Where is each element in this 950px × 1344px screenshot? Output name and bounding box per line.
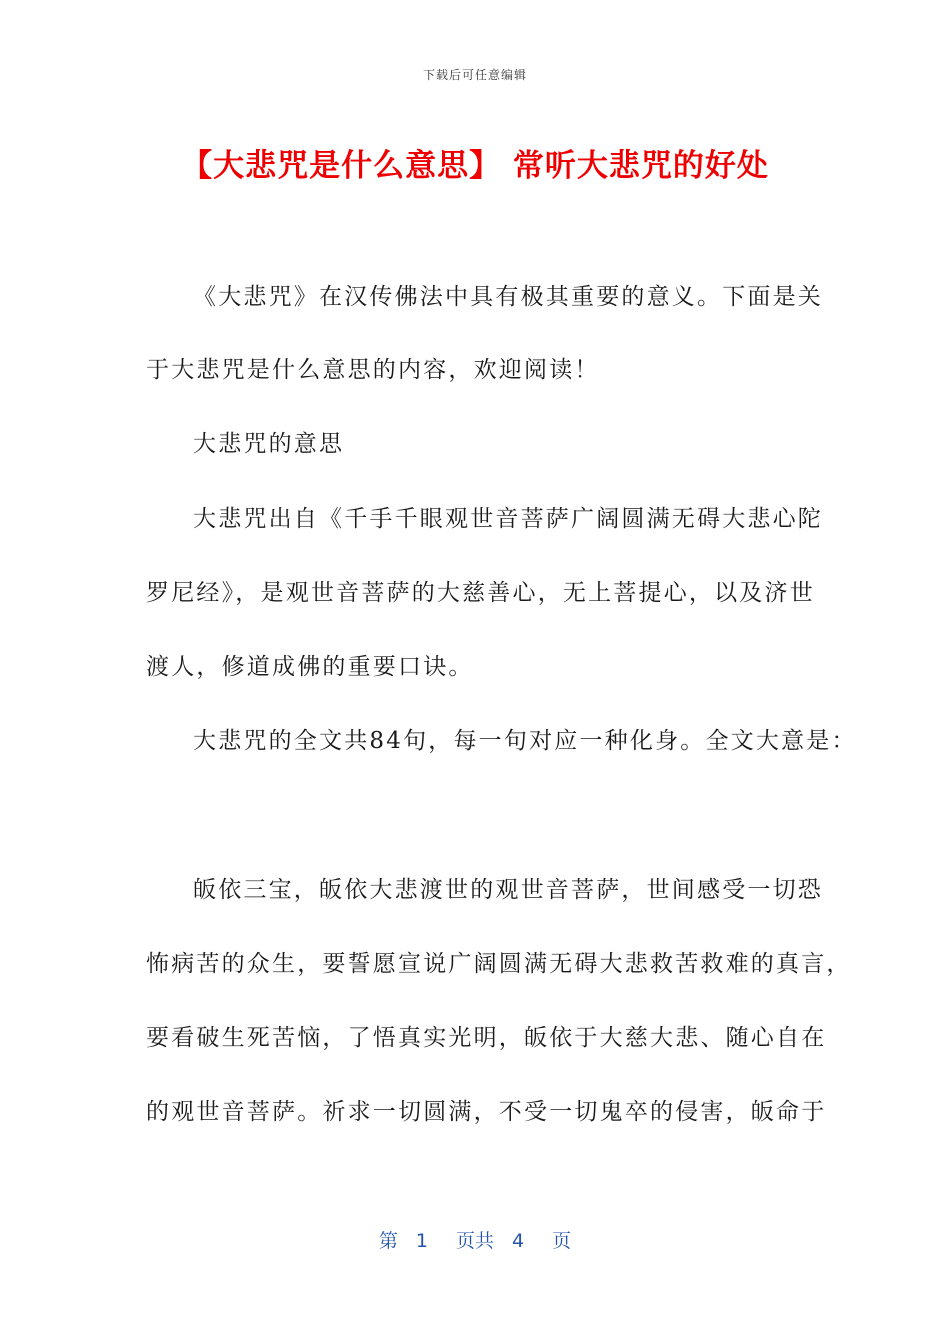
document-title: 【大悲咒是什么意思】 常听大悲咒的好处 (181, 148, 769, 184)
paragraph-line: 皈依三宝，皈依大悲渡世的观世音菩萨，世间感受一切恐 (193, 877, 823, 903)
footer-page-number: 1 (415, 1230, 428, 1252)
footer-prefix: 第 (378, 1230, 398, 1252)
section-heading: 大悲咒的意思 (193, 431, 345, 457)
footer-middle: 页共 (455, 1230, 494, 1252)
paragraph-line: 大悲咒出自《千手千眼观世音菩萨广阔圆满无碍大悲心陀 (193, 506, 823, 532)
paragraph-line: 于大悲咒是什么意思的内容，欢迎阅读！ (146, 357, 600, 383)
paragraph-line: 大悲咒的全文共84句，每一句对应一种化身。全文大意是： (193, 728, 857, 754)
footer-suffix: 页 (552, 1230, 572, 1252)
footer-total-pages: 4 (512, 1230, 525, 1252)
header-note: 下载后可任意编辑 (422, 68, 527, 82)
paragraph-line: 要看破生死苦恼，了悟真实光明，皈依于大慈大悲、随心自在 (146, 1025, 827, 1051)
page-footer (0, 1226, 950, 1253)
paragraph-line: 罗尼经》，是观世音菩萨的大慈善心，无上菩提心，以及济世 (146, 580, 815, 606)
paragraph-line: 《大悲咒》在汉传佛法中具有极其重要的意义。下面是关 (193, 284, 823, 310)
paragraph-line: 渡人，修道成佛的重要口诀。 (146, 654, 474, 680)
paragraph-line: 怖病苦的众生，要誓愿宣说广阔圆满无碍大悲救苦救难的真言， (146, 951, 852, 977)
paragraph-line: 的观世音菩萨。祈求一切圆满，不受一切鬼卒的侵害，皈命于 (146, 1099, 827, 1125)
